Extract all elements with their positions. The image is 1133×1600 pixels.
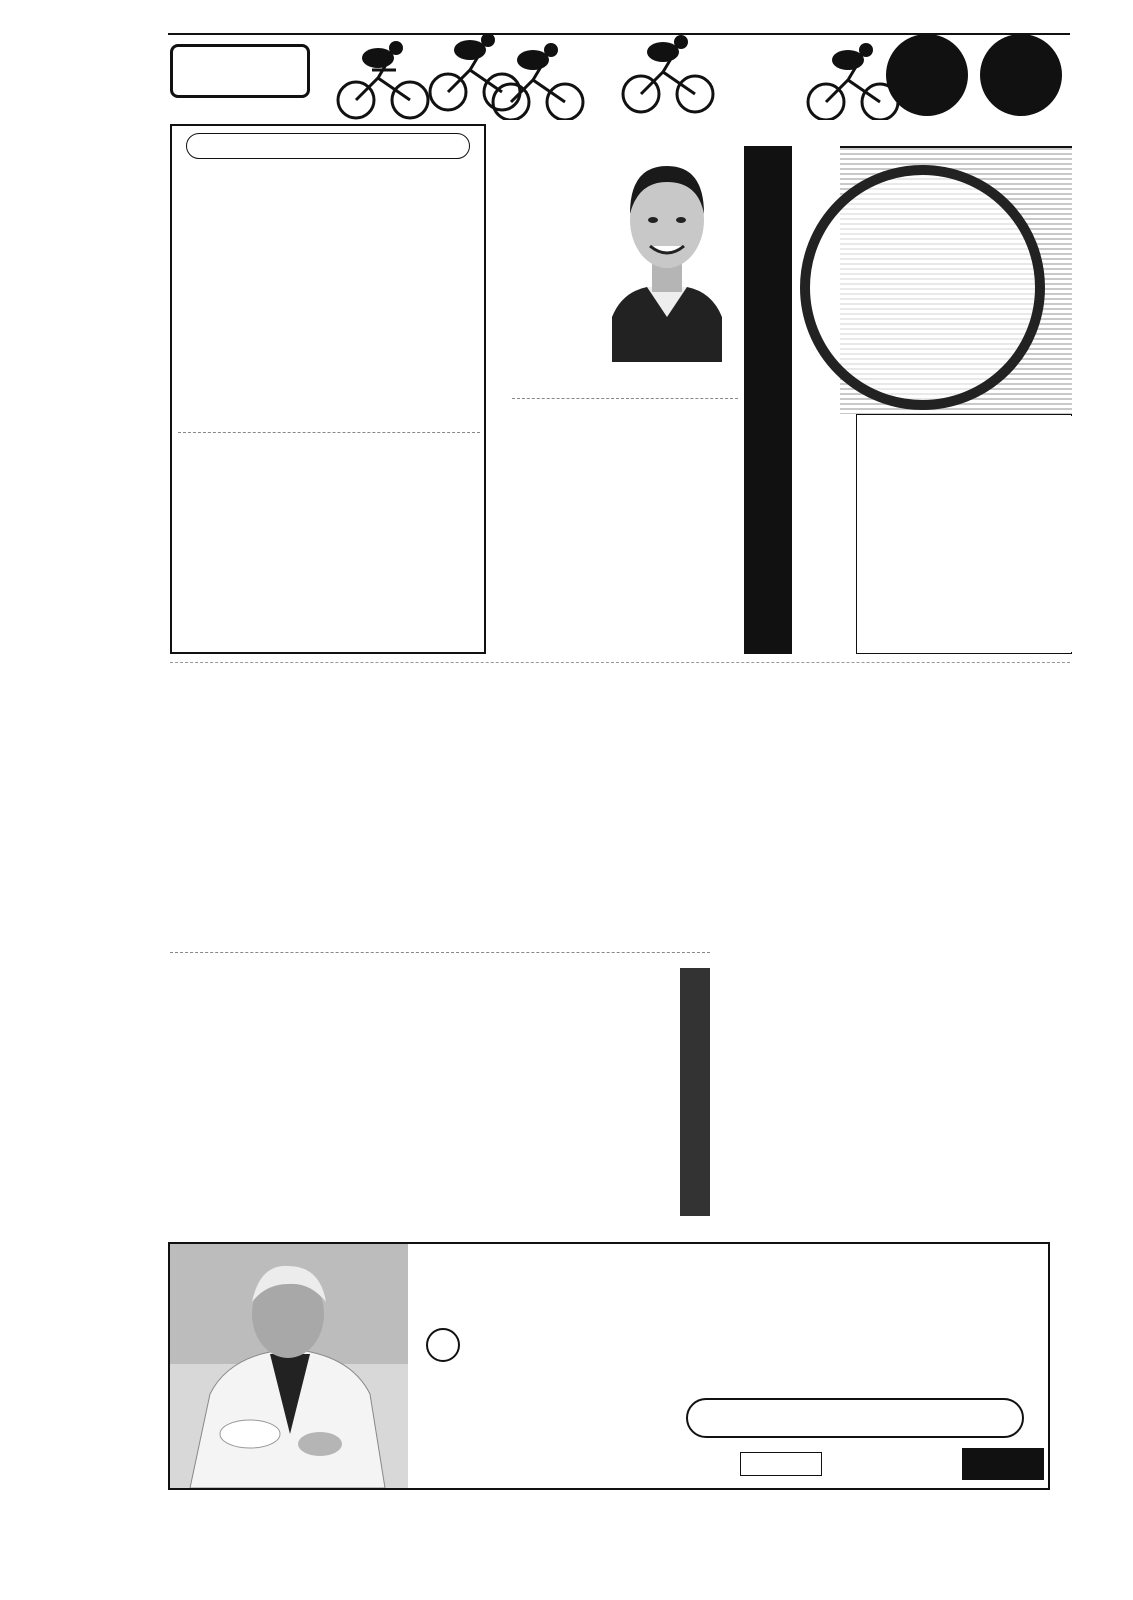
feature-intro-text <box>510 148 604 396</box>
race-schedule-grid <box>170 968 710 1216</box>
author-photo <box>170 1244 408 1488</box>
condor-body-lower <box>178 442 480 648</box>
feature-body-lower <box>170 672 1072 944</box>
cyclist-illustration-2 <box>430 33 520 110</box>
condor-body-upper <box>178 238 480 426</box>
kicker-star-tanjo <box>744 146 792 654</box>
race-entry-table <box>856 414 1072 654</box>
condor-tagline <box>186 133 470 159</box>
schedule-label <box>680 1030 710 1180</box>
title-ring-graphic <box>800 165 1045 410</box>
cyclist-illustration-5 <box>808 43 898 120</box>
race-entry-header <box>1052 416 1072 652</box>
ad-tagline-pill <box>686 1398 1024 1438</box>
cyclist-illustration-1 <box>338 41 428 118</box>
ad-book-subtitle <box>420 1328 460 1362</box>
rider-portrait-photo <box>612 142 722 362</box>
feature-body-upper <box>512 408 738 654</box>
feature-body-bottom <box>714 960 1072 1216</box>
section-divider-mid <box>170 952 710 953</box>
feature-divider <box>512 398 738 399</box>
section-divider-top <box>170 662 1070 663</box>
cyclist-illustration-4 <box>623 35 713 112</box>
condor-divider <box>178 432 480 433</box>
ad-publisher-logo <box>962 1448 1044 1480</box>
category-kanji-kei <box>886 34 968 116</box>
category-kanji-rin <box>980 34 1062 116</box>
ad-imprint <box>740 1452 822 1476</box>
schedule-note <box>120 968 166 1208</box>
series-badge <box>170 44 310 98</box>
ad-volume-number <box>426 1328 460 1362</box>
